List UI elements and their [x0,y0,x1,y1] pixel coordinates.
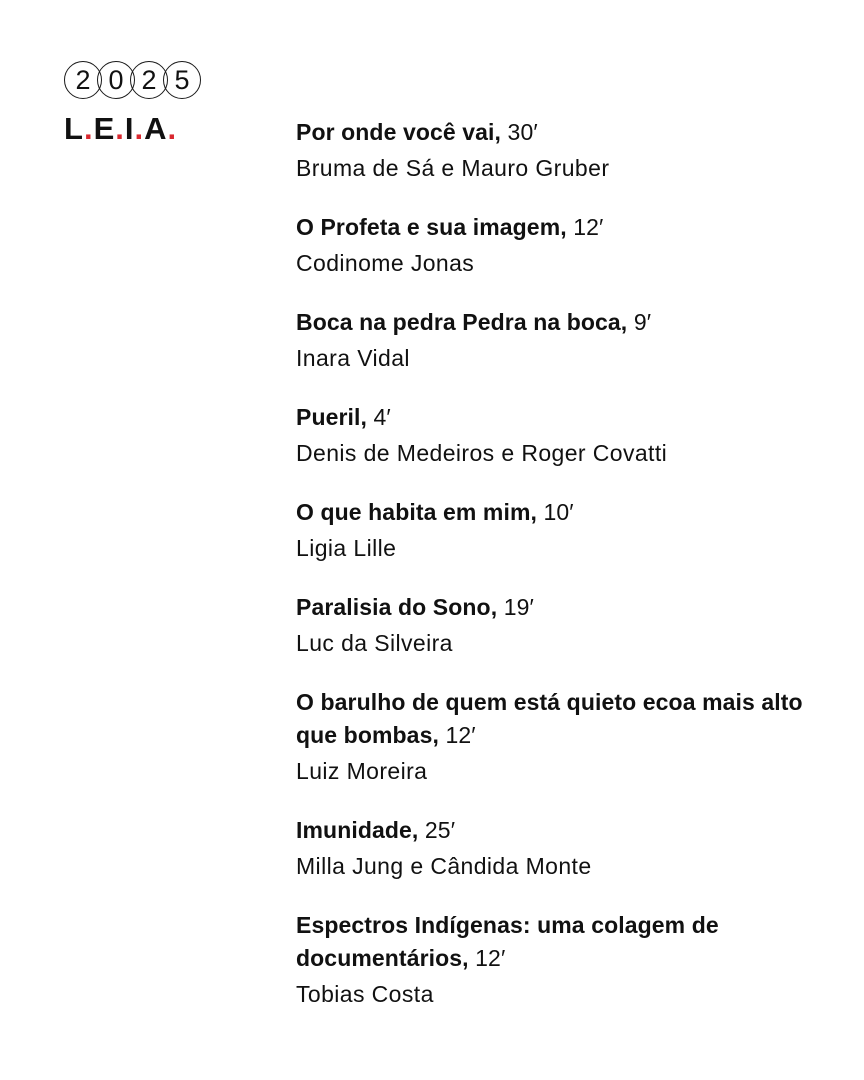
film-author: Milla Jung e Cândida Monte [296,853,592,879]
film-entry [296,814,816,884]
brand-letter: I [124,111,135,146]
film-duration: 19′ [503,594,534,620]
film-author: Tobias Costa [296,981,434,1007]
film-list [296,116,816,1037]
film-duration: 12′ [475,945,506,971]
film-title-line [296,591,816,624]
film-title: O Profeta e sua imagem, [296,214,567,240]
film-duration: 4′ [373,404,391,430]
film-entry [296,116,816,186]
film-title-line [296,814,816,847]
film-title: Por onde você vai, [296,119,502,145]
film-author: Ligia Lille [296,535,397,561]
festival-logo [64,61,196,144]
film-title-line [296,909,816,975]
film-author: Inara Vidal [296,345,410,371]
film-duration: 9′ [633,309,652,335]
film-title-line [296,401,816,434]
film-title-line [296,496,816,529]
film-entry [296,909,816,1012]
film-title-line [296,306,816,339]
film-entry [296,686,816,789]
film-entry [296,591,816,661]
film-entry [296,306,816,376]
film-title: Imunidade, [296,817,419,843]
film-author: Bruma de Sá e Mauro Gruber [296,155,610,181]
film-title: Paralisia do Sono, [296,594,498,620]
film-title-line [296,686,816,752]
film-duration: 10′ [543,499,574,525]
film-title-line [296,116,816,149]
film-title: Pueril, [296,404,368,430]
film-duration: 12′ [573,214,604,240]
film-title: O que habita em mim, [296,499,537,525]
year-digit: 5 [163,61,201,99]
year-digit: 0 [97,61,135,99]
film-title: Boca na pedra Pedra na boca, [296,309,628,335]
brand-dot: . [167,111,178,146]
brand-letter: A [144,111,168,146]
film-duration: 12′ [445,722,476,748]
brand-dot: . [134,111,145,146]
brand-letter: E [93,111,116,146]
film-author: Codinome Jonas [296,250,475,276]
film-entry [296,211,816,281]
film-author: Denis de Medeiros e Roger Covatti [296,440,668,466]
film-duration: 30′ [507,119,538,145]
film-author: Luc da Silveira [296,630,453,656]
film-duration: 25′ [424,817,456,843]
film-author: Luiz Moreira [296,758,428,784]
brand-letter: L [64,111,84,146]
film-entry [296,401,816,471]
film-title-line [296,211,816,244]
brand-dot: . [83,111,94,146]
brand-wordmark [64,113,196,144]
year-digit: 2 [64,61,102,99]
year-badge [64,61,196,99]
year-digit: 2 [130,61,168,99]
film-title: Espectros Indígenas: uma colagem de documentários, [296,912,719,971]
film-entry [296,496,816,566]
brand-dot: . [115,111,125,146]
film-title: O barulho de quem está quieto ecoa mais alto que bombas, [296,689,803,748]
